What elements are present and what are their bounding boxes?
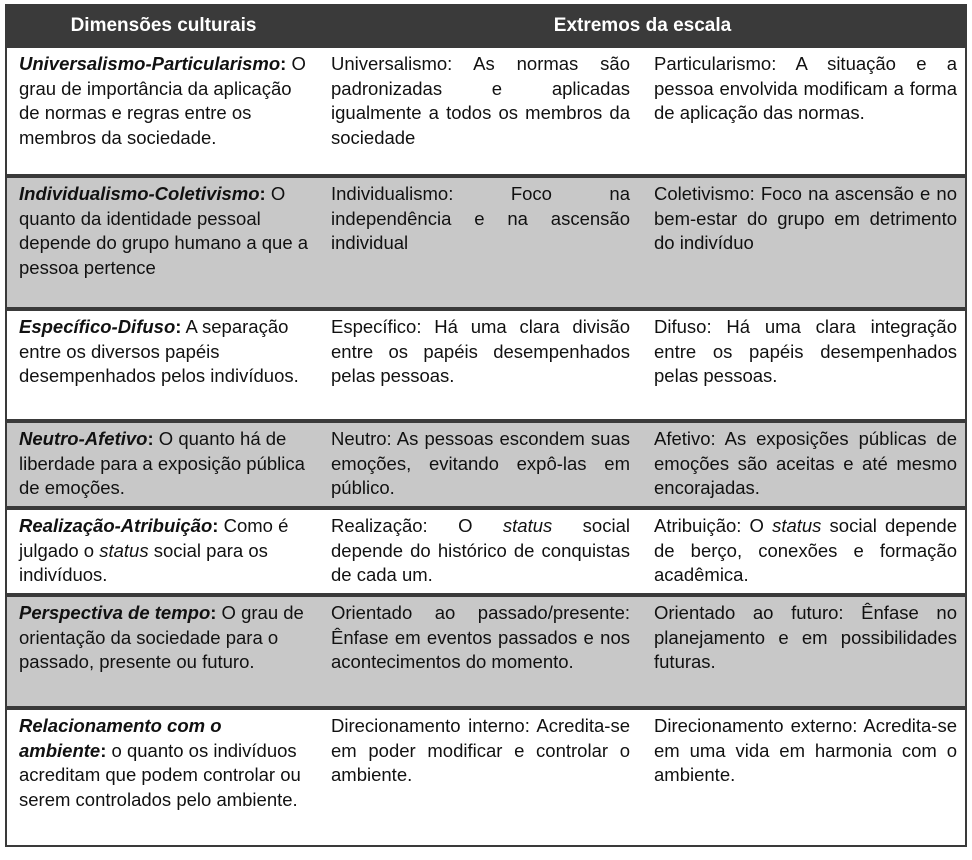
table-row xyxy=(7,597,965,710)
dimension-cell: Relacionamento com o ambiente: o quanto os indivíduos acreditam que podem controlar ou serem controlados pelo ambiente. xyxy=(19,715,301,810)
extreme-b-cell: Coletivismo: Foco na ascensão e no bem-estar do grupo em detrimento do indivíduo xyxy=(654,183,957,253)
extreme-a-cell: Individualismo: Foco na independência e na ascensão individual xyxy=(331,183,630,253)
dimension-definition: O grau de orientação da sociedade para o passado, presente ou futuro. xyxy=(19,602,304,672)
dimension-term: Neutro-Afetivo xyxy=(19,428,148,449)
extreme-a-cell: Neutro: As pessoas escondem suas emoções, evitando expô-las em público. xyxy=(331,428,630,498)
dimension-cell: Realização-Atribuição: Como é julgado o status social para os indivíduos. xyxy=(19,515,289,585)
dimension-definition: O quanto há de liberdade para a exposição pública de emoções. xyxy=(19,428,305,498)
extreme-a-cell: Específico: Há uma clara divisão entre os papéis desempenhados pelas pessoas. xyxy=(331,316,630,386)
table-header xyxy=(7,6,965,48)
dimension-term: Universalismo-Particularismo xyxy=(19,53,281,74)
cultural-dimensions-table xyxy=(5,4,967,847)
extreme-b-cell: Direcionamento externo: Acredita-se em uma vida em harmonia com o ambiente. xyxy=(654,715,957,785)
header-scale-extremes: Extremos da escala xyxy=(553,14,732,36)
extreme-a-cell: Direcionamento interno: Acredita-se em poder modificar e controlar o ambiente. xyxy=(331,715,630,785)
dimension-cell: Neutro-Afetivo: O quanto há de liberdade para a exposição pública de emoções. xyxy=(19,428,305,498)
dimension-cell: Individualismo-Coletivismo: O quanto da identidade pessoal depende do grupo humano a que a pessoa pertence xyxy=(19,183,309,278)
table-row xyxy=(7,423,965,510)
table-row xyxy=(7,510,965,597)
dimension-definition: o quanto os indivíduos acreditam que podem controlar ou serem controlados pelo ambiente. xyxy=(19,739,301,810)
dimension-definition: O quanto da identidade pessoal depende do grupo humano a que a pessoa pertence xyxy=(19,183,309,278)
table-row xyxy=(7,178,965,311)
dimension-definition: A separação entre os diversos papéis desempenhados pelos indivíduos. xyxy=(19,316,299,386)
extreme-b-cell: Atribuição: O status social depende de berço, conexões e formação acadêmica. xyxy=(654,515,957,585)
table-row xyxy=(7,48,965,178)
extreme-b-cell: Afetivo: As exposições públicas de emoções são aceitas e até mesmo encorajadas. xyxy=(654,428,957,498)
dimension-definition: O grau de importância da aplicação de normas e regras entre os membros da sociedade. xyxy=(19,53,306,148)
dimension-term: Específico-Difuso xyxy=(19,316,176,337)
dimension-cell: Específico-Difuso: A separação entre os diversos papéis desempenhados pelos indivíduos. xyxy=(19,316,299,386)
extreme-a-cell: Realização: O status social depende do histórico de conquistas de cada um. xyxy=(331,515,630,585)
dimension-term: Individualismo-Coletivismo xyxy=(19,183,260,204)
extreme-a-cell: Universalismo: As normas são padronizadas e aplicadas igualmente a todos os membros da sociedade xyxy=(331,53,630,148)
extreme-b-cell: Orientado ao futuro: Ênfase no planejamento e em possibilidades futuras. xyxy=(654,602,957,672)
dimension-cell: Perspectiva de tempo: O grau de orientação da sociedade para o passado, presente ou futuro. xyxy=(19,602,304,672)
dimension-term: Relacionamento com o ambiente xyxy=(19,715,222,761)
header-dimensions: Dimensões culturais xyxy=(70,14,257,36)
dimension-term: Perspectiva de tempo xyxy=(19,602,211,623)
extreme-b-cell: Difuso: Há uma clara integração entre os papéis desempenhados pelas pessoas. xyxy=(654,316,957,386)
table-row xyxy=(7,311,965,423)
extreme-b-cell: Particularismo: A situação e a pessoa envolvida modificam a forma de aplicação das normas. xyxy=(654,53,957,123)
table-row xyxy=(7,710,965,845)
dimension-term: Realização-Atribuição xyxy=(19,515,213,536)
dimension-cell: Universalismo-Particularismo: O grau de importância da aplicação de normas e regras entre os membros da sociedade. xyxy=(19,53,306,148)
extreme-a-cell: Orientado ao passado/presente: Ênfase em eventos passados e nos acontecimentos do momento. xyxy=(331,602,630,672)
